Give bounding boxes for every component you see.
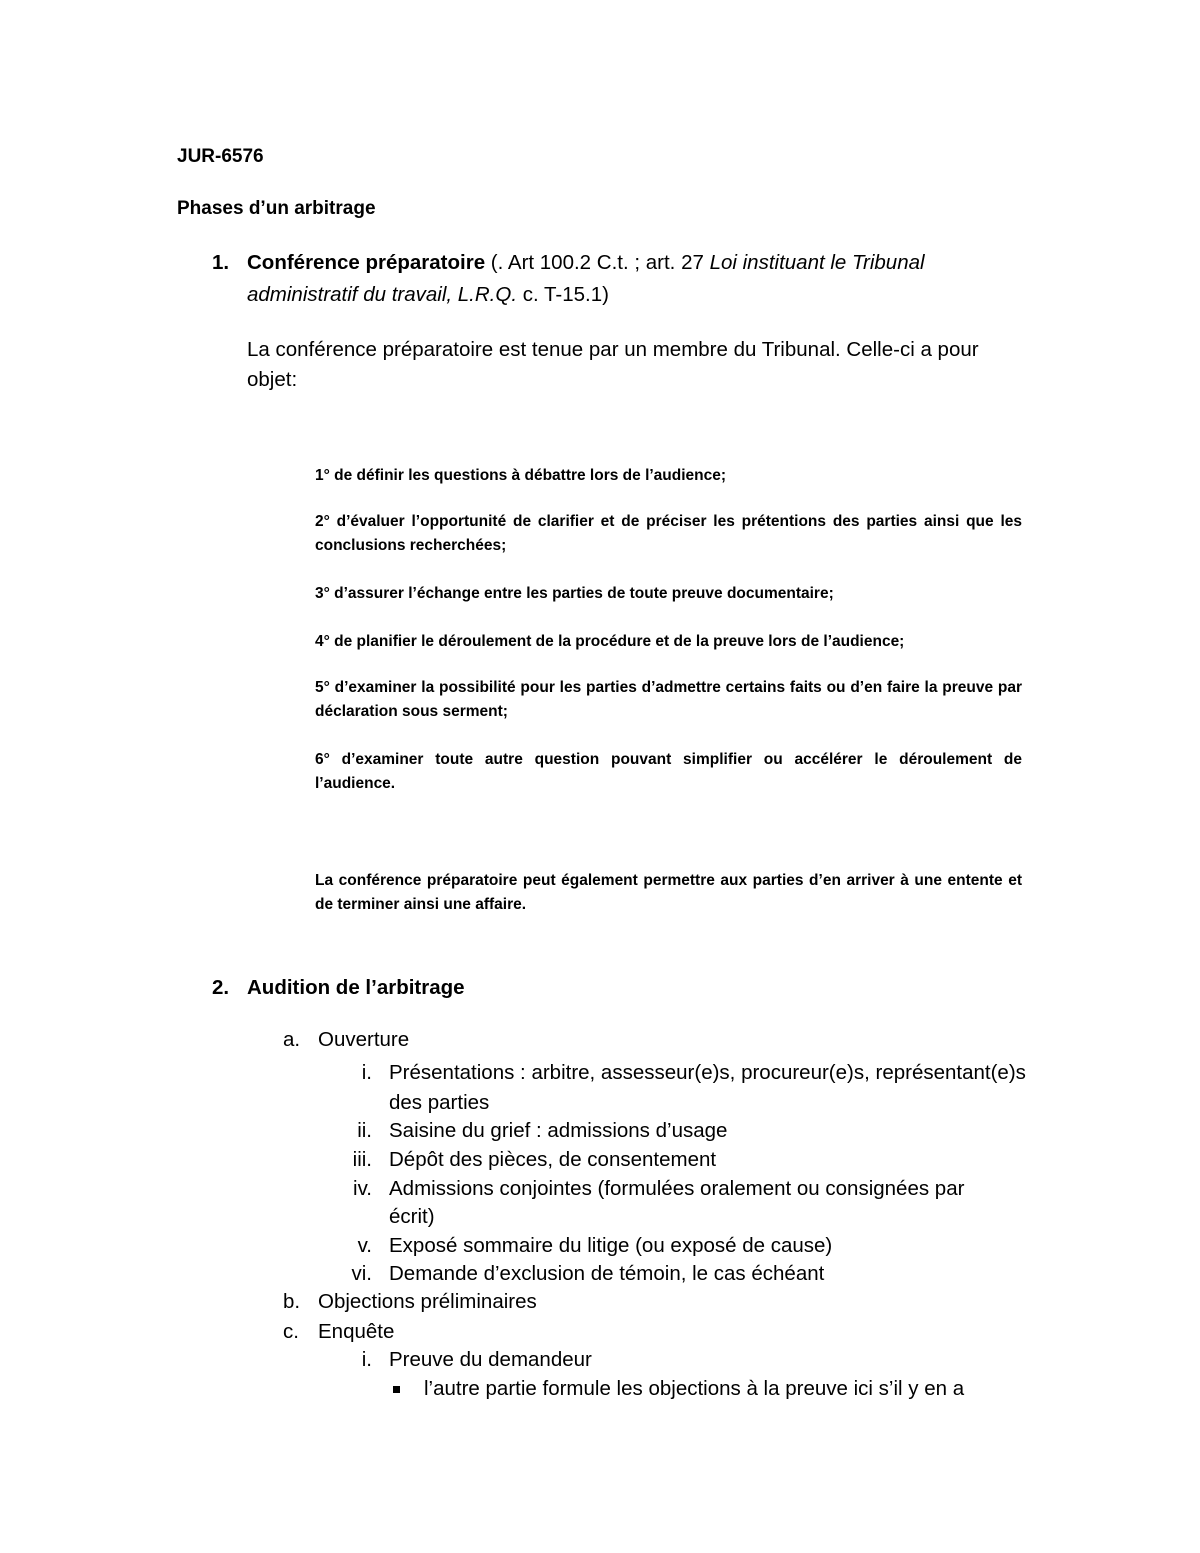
- section-1-heading: [212, 251, 925, 275]
- subsection-c-label: Enquête: [318, 1320, 395, 1343]
- roman-item-text-cont: écrit): [389, 1205, 435, 1228]
- section-1-intro-line1: La conférence préparatoire est tenue par un membre du Tribunal. Celle-ci a pour: [247, 338, 979, 361]
- section-1-ref-open: (. Art 100.2 C.t. ; art. 27: [485, 251, 710, 274]
- document-title: Phases d’un arbitrage: [177, 198, 376, 219]
- section-1-closing: La conférence préparatoire peut également permettre aux parties d’en arriver à une entente et de terminer ainsi une affaire.: [315, 872, 1022, 913]
- objective-item: 1° de définir les questions à débattre lors de l’audience;: [315, 467, 727, 484]
- roman-item-text: Dépôt des pièces, de consentement: [389, 1148, 717, 1171]
- roman-item-text: Demande d’exclusion de témoin, le cas échéant: [389, 1262, 825, 1285]
- subsection-a-label: Ouverture: [318, 1028, 410, 1051]
- roman-item-text-cont: des parties: [389, 1091, 490, 1114]
- course-code: JUR-6576: [177, 146, 264, 167]
- subsection-c-marker: c.: [283, 1320, 299, 1343]
- section-2-number: 2.: [212, 976, 230, 999]
- subsection-b-marker: b.: [283, 1290, 301, 1313]
- roman-marker: ii.: [357, 1119, 372, 1142]
- roman-item-text: Preuve du demandeur: [389, 1348, 592, 1371]
- section-1-ref-law-1: Loi instituant le Tribunal: [709, 251, 925, 274]
- section-2-title: Audition de l’arbitrage: [247, 976, 465, 999]
- section-1-intro-line2: objet:: [247, 368, 298, 391]
- objective-item: 4° de planifier le déroulement de la procédure et de la preuve lors de l’audience;: [315, 633, 905, 650]
- square-bullet-icon: [393, 1386, 400, 1393]
- roman-marker: i.: [361, 1061, 372, 1084]
- roman-item-text: Saisine du grief : admissions d’usage: [389, 1119, 728, 1142]
- objective-item: 3° d’assurer l’échange entre les parties de toute preuve documentaire;: [315, 585, 834, 602]
- roman-item-text: Exposé sommaire du litige (ou exposé de cause): [389, 1234, 833, 1257]
- roman-marker: vi.: [351, 1262, 372, 1285]
- section-1-title: Conférence préparatoire: [247, 251, 486, 274]
- objective-item: 6° d’examiner toute autre question pouvant simplifier ou accélérer le déroulement de l’audience.: [315, 751, 1022, 792]
- section-1-ref-line2: [247, 283, 609, 307]
- section-1-title-line: [247, 251, 925, 275]
- roman-marker: i.: [361, 1348, 372, 1371]
- bullet-item-text: l’autre partie formule les objections à la preuve ici s’il y en a: [424, 1377, 965, 1400]
- roman-item-text: Admissions conjointes (formulées oralement ou consignées par: [389, 1177, 965, 1200]
- roman-marker: v.: [357, 1234, 372, 1257]
- subsection-a-marker: a.: [283, 1028, 301, 1051]
- roman-marker: iv.: [353, 1177, 372, 1200]
- objective-item: 2° d’évaluer l’opportunité de clarifier et de préciser les prétentions des parties ainsi que les conclusions recherchées;: [315, 513, 1022, 554]
- subsection-b-label: Objections préliminaires: [318, 1290, 537, 1313]
- roman-marker: iii.: [352, 1148, 372, 1171]
- section-1-number: 1.: [212, 251, 230, 274]
- roman-item-text: Présentations : arbitre, assesseur(e)s, procureur(e)s, représentant(e)s: [389, 1061, 1026, 1084]
- section-1-ref-law-2: administratif du travail, L.R.Q.: [247, 283, 518, 306]
- section-1-ref-close: c. T-15.1): [517, 283, 609, 306]
- objective-item: 5° d’examiner la possibilité pour les parties d’admettre certains faits ou d’en faire la preuve par déclaration sous serment;: [315, 679, 1022, 720]
